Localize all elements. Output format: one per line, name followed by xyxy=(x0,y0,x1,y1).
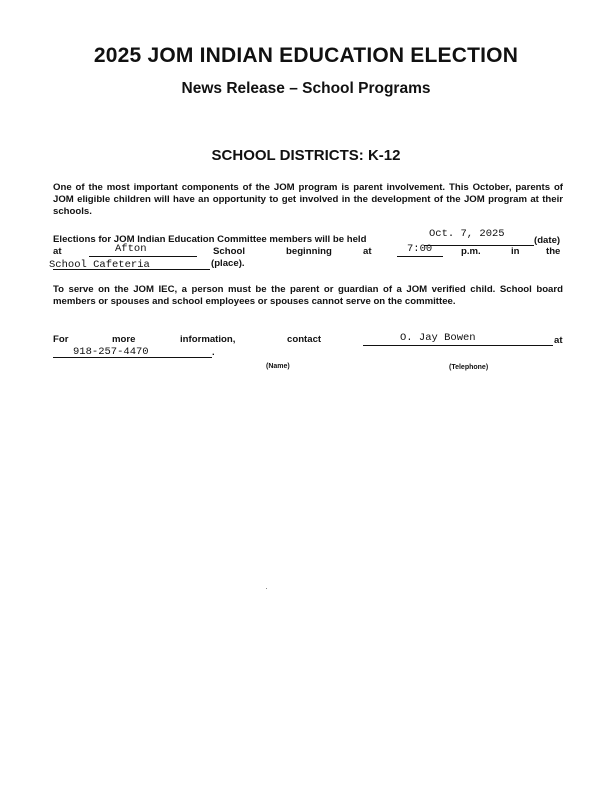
school-name-value: Afton xyxy=(115,243,147,255)
date-label: (date) xyxy=(534,235,561,246)
phone-value: 918-257-4470 xyxy=(73,346,149,358)
information-word: information, xyxy=(180,334,236,345)
for-word: For xyxy=(53,334,69,345)
at-word-contact: at xyxy=(554,335,563,346)
beginning-word: beginning xyxy=(286,246,332,257)
phone-underline xyxy=(53,357,212,358)
phone-line xyxy=(53,346,563,359)
intro-paragraph: One of the most important components of the JOM program is parent involvement. This October, parents of JOM eligible children will have an opportunity to get involved in the development of the JOM program at their schools. xyxy=(53,182,563,217)
contact-word: contact xyxy=(287,334,322,345)
scan-speck xyxy=(266,588,267,589)
place-label: (place). xyxy=(211,258,245,269)
the-word: the xyxy=(546,246,561,257)
phone-end-period: . xyxy=(212,347,215,358)
school-underline xyxy=(89,256,197,257)
page-title: 2025 JOM INDIAN EDUCATION ELECTION xyxy=(93,44,519,67)
page-subtitle: News Release – School Programs xyxy=(181,80,431,97)
election-line-3 xyxy=(49,258,563,271)
name-caption: (Name) xyxy=(266,363,290,370)
section-title: SCHOOL DISTRICTS: K-12 xyxy=(211,147,401,164)
place-value: School Cafeteria xyxy=(49,259,150,271)
election-date-value: Oct. 7, 2025 xyxy=(429,228,505,240)
school-word: School xyxy=(213,246,245,257)
place-underline xyxy=(53,269,210,270)
pm-word: p.m. xyxy=(461,246,481,257)
in-word: in xyxy=(511,246,520,257)
eligibility-paragraph: To serve on the JOM IEC, a person must be the parent or guardian of a JOM verified child. School board members or spouses and school employees or spouses cannot serve on the committee. xyxy=(53,284,563,307)
election-lead-text: Elections for JOM Indian Education Committee members will be held xyxy=(53,234,367,245)
phone-caption: (Telephone) xyxy=(449,364,489,371)
at-word: at xyxy=(53,246,62,257)
time-value: 7:00 xyxy=(407,243,433,255)
time-underline xyxy=(397,256,443,257)
more-word: more xyxy=(112,334,136,345)
contact-name-value: O. Jay Bowen xyxy=(400,332,476,344)
at-word-2: at xyxy=(363,246,372,257)
